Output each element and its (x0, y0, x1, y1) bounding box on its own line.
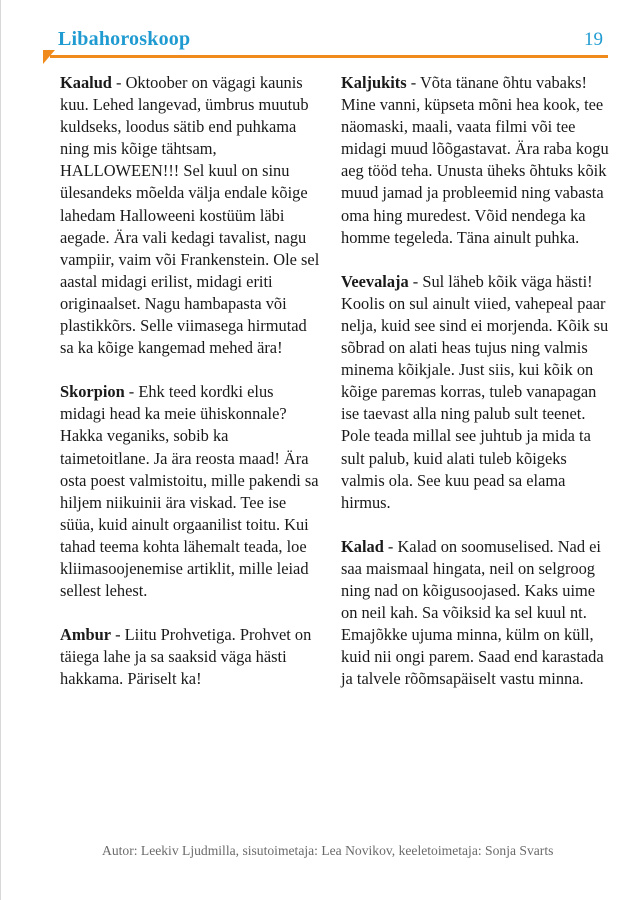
entry-text: - Kalad on soomuselised. Nad ei saa maismaal hingata, neil on selgroog ning nad on kõigusoojased. Kaks uime on neil kah. Sa võiksid ka sel kuul nt. Emajõkke ujuma minna, külm on küll, kuid nii ongi parem. Saad end karastada ja talvele rõõmsapäiselt vastu minna. (341, 536, 604, 689)
horoscope-entry-skorpion (60, 381, 322, 602)
page-number: 19 (584, 29, 603, 50)
footer-credits: Autor: Leekiv Ljudmilla, sisutoimetaja: Lea Novikov, keeletoimetaja: Sonja Svarts (102, 843, 554, 858)
entry-paragraph (341, 271, 611, 514)
entry-text: - Liitu Prohvetiga. Prohvet on täiega lahe ja sa saaksid väga hästi hakkama. Päriselt ka! (60, 625, 312, 689)
sign-name: Kaljukits (341, 73, 407, 92)
sign-name: Ambur (60, 625, 111, 645)
entry-paragraph (60, 72, 322, 359)
sign-name: Kaalud (60, 73, 112, 92)
entry-paragraph (60, 624, 322, 690)
page-title: Libahoroskoop (58, 28, 191, 50)
entry-text: - Oktoober on vägagi kaunis kuu. Lehed langevad, ümbrus muutub kuldseks, loodus sätib end puhkama ning mis kõige tähtsam, HALLOWEEN!!! Sel kuul on sinu ülesandeks mõelda välja endale kõige lahedam Halloweeni kostüüm läbi aegade. Ära vali kedagi tavalist, nagu vampiir, vaim või Frankenstein. Ole sel aastal midagi erilist, midagi eriti originaalset. Nagu hambapasta või plastikkõrs. Selle viimasega hirmutad sa ka kõige kangemad mehed ära! (60, 73, 320, 358)
horoscope-entry-ambur (60, 624, 322, 690)
right-column (341, 72, 611, 712)
entry-text: - Võta tänane õhtu vabaks! Mine vanni, küpseta mõni hea kook, tee näomaski, maali, vaata filmi või tee midagi muud lõõgastavat. Ära raba kogu aeg tööd teha. Unusta üheks õhtuks kõik muud jamad ja probleemid ning vabasta oma hing muredest. Võid nendega ka homme tegeleda. Täna ainult puhka. (341, 73, 609, 247)
entry-paragraph (341, 72, 611, 249)
horoscope-entry-veevalaja (341, 271, 611, 514)
page-header (58, 28, 603, 58)
horoscope-entry-kaljukits (341, 72, 611, 249)
sign-name: Kalad (341, 536, 384, 556)
entry-paragraph (60, 381, 322, 602)
entry-text: - Sul läheb kõik väga hästi! Koolis on sul ainult viied, vahepeal paar nelja, kuid see sind ei morjenda. Kõik su sõbrad on alati heas tujus ning valmis minema kõikjale. Just siis, kui kõik on kõige paremas korras, tuleb vanapagan ise taevast alla ning palub sult teenet. Pole teada millal see juhtub ja mida ta sult palub, kuid alati tuleb kõigeks valmis ola. See kuu pead sa elama hirmus. (341, 271, 609, 512)
header-rule (50, 55, 608, 58)
entry-paragraph (341, 536, 611, 691)
horoscope-entry-kalad (341, 536, 611, 691)
page-edge (0, 0, 1, 900)
entry-text: - Ehk teed kordki elus midagi head ka meie ühiskonnale? Hakka veganiks, sobib ka taimetoitlane. Ja ära reosta maad! Ära osta poest valmistoitu, mille pakendi sa hiljem niikuinii ära viskad. Tee ise süüa, kuid ainult orgaanilist toitu. Kui tahad teema kohta lähemalt teada, loe kliimasoojenemise artiklit, mille leiad sellest lehest. (60, 382, 319, 601)
sign-name: Veevalaja (341, 271, 409, 291)
horoscope-entry-kaalud (60, 72, 322, 359)
sign-name: Skorpion (60, 382, 125, 402)
left-column (60, 72, 322, 712)
